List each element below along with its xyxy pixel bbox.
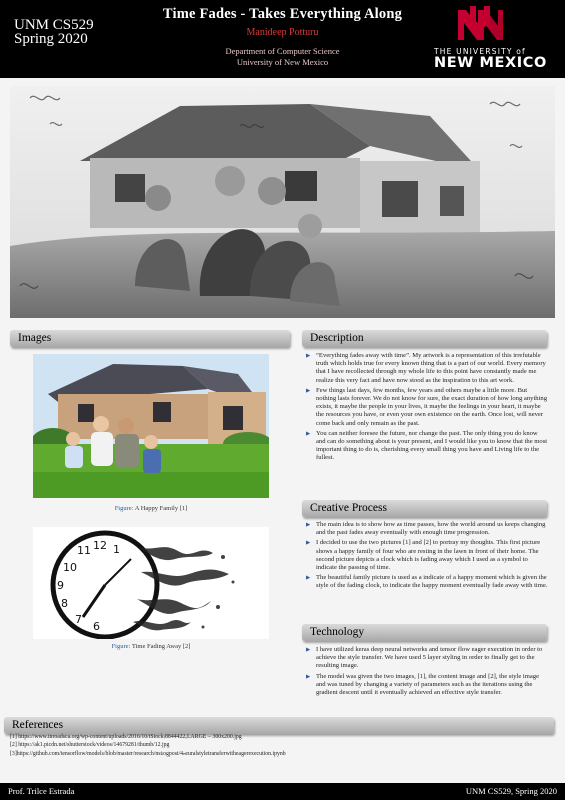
figure-label-2: Figure: bbox=[111, 643, 131, 650]
description-item: ▶ “Everything fades away with time”. My artwork is a representation of this irrefutable truth which holds true for every known thing that is a part of our world. Every memory that I have recollected through my whole life to this point have constantly made me realize this very fact and have now stood as the inspiration to this art work. bbox=[304, 352, 548, 385]
technology-item: ▶ The model was given the two images, [1], the content image and [2], the style image and was tuned by changing a variety of parameters such as the iterations using the gradient descent until it eventually achieved an effective style transfer. bbox=[304, 673, 548, 698]
figure-label-1: Figure: bbox=[114, 505, 134, 512]
fading-clock-photo bbox=[33, 527, 269, 639]
reference-item: [1] https://www.inroadsca.org/wp-content/uploads/2016/10/iStock₍8844422ₓLARGE − 300x200.jpg bbox=[10, 734, 242, 740]
creative-section-header bbox=[302, 500, 547, 517]
svg-text:9: 9 bbox=[57, 579, 64, 592]
references-section-title: References bbox=[12, 719, 64, 731]
technology-section-header bbox=[302, 624, 547, 641]
course-label bbox=[14, 18, 94, 46]
svg-text:8: 8 bbox=[61, 597, 68, 610]
department: Department of Computer Science bbox=[225, 46, 340, 56]
footer-professor: Prof. Trilce Estrada bbox=[8, 786, 75, 796]
reference-item: [3]https://github.com/tensorflow/models/blob/master/research/nstₗogpost/4ₙeuralstyletransferwitheagerexecution.ipynb bbox=[10, 750, 286, 757]
svg-text:10: 10 bbox=[63, 561, 77, 574]
unm-logo-icon bbox=[454, 4, 506, 44]
unm-logo bbox=[428, 4, 558, 74]
references-section-header bbox=[4, 717, 554, 734]
description-item: ▶ You can neither foresee the future, nor change the past. The only thing you do know and can do something about is your present, and I would like you to know that the most important thing to do is, cherishing every small thing you have and Living life to the fullest. bbox=[304, 430, 548, 463]
references-list bbox=[10, 733, 550, 758]
description-section-title: Description bbox=[310, 332, 364, 344]
svg-text:1: 1 bbox=[113, 543, 120, 556]
technology-list bbox=[304, 646, 548, 699]
course-term: Spring 2020 bbox=[14, 31, 88, 47]
course-name: UNM CS529 bbox=[14, 17, 94, 33]
poster-header bbox=[0, 0, 565, 78]
creative-section-title: Creative Process bbox=[310, 502, 387, 514]
figure-caption-2 bbox=[33, 643, 269, 650]
technology-item: ▶ I have utilized keras deep neural networks and tensor flow eager execution in order to achieve the style transfer. We have used 5 layer styling in order to finally get to the resulting image. bbox=[304, 646, 548, 671]
university: University of New Mexico bbox=[236, 57, 329, 67]
description-item: ▶ Few things last days, few months, few years and others maybe a little more. But nothing lasts forever. We do not know for sure, the exact duration of how long anything exists, it maybe the people in your lives, it maybe the feelings in your heart, it maybe the resources you have, or even your own existence on the earth. Once lost, will never come back and only remain as the past. bbox=[304, 387, 548, 428]
svg-text:11: 11 bbox=[77, 544, 91, 557]
svg-text:6: 6 bbox=[93, 620, 100, 633]
figure-text-2: Time Fading Away [2] bbox=[131, 643, 191, 650]
fading-clock-image bbox=[33, 527, 269, 639]
technology-section-title: Technology bbox=[310, 626, 365, 638]
svg-text:12: 12 bbox=[93, 539, 107, 552]
creative-list bbox=[304, 521, 548, 593]
unm-wordmark-line1: THE UNIVERSITY of bbox=[434, 47, 526, 56]
images-section-header bbox=[10, 330, 290, 347]
svg-text:7: 7 bbox=[75, 613, 82, 626]
creative-item: ▶ I decided to use the two pictures [1] and [2] to portray my thoughts. This first picture shows a happy family of four who are resting in the lawn in front of their home. The second picture depicts a clock which is fading away which I used as a symbol to indicate the passing of time. bbox=[304, 539, 548, 572]
description-section-header bbox=[302, 330, 547, 347]
description-list bbox=[304, 352, 548, 465]
title-block bbox=[150, 6, 415, 68]
creative-item: ▶ The beautiful family picture is used as a indicate of a happy moment which is given the style of the fading clock, to indicate the happy moment eventually fade away with time. bbox=[304, 574, 548, 590]
figure-text-1: A Happy Family [1] bbox=[134, 505, 188, 512]
happy-family-image bbox=[33, 354, 269, 498]
images-section-title: Images bbox=[18, 332, 52, 344]
footer-course: UNM CS529, Spring 2020 bbox=[465, 786, 557, 796]
poster-title: Time Fades - Takes Everything Along bbox=[162, 6, 403, 22]
hero-stylized-image bbox=[10, 86, 555, 318]
reference-item: [2] https://ak1.picdn.net/shutterstock/videos/14679281/thumb/12.jpg bbox=[10, 742, 170, 749]
affiliation bbox=[150, 46, 415, 68]
author-name: Manideep Potturu bbox=[246, 27, 319, 38]
figure-caption-1 bbox=[33, 505, 269, 512]
unm-wordmark bbox=[434, 47, 558, 70]
creative-item: ▶ The main idea is to show how as time passes, how the world around us keeps changing and the past fades away eventually with enough time progression. bbox=[304, 521, 548, 537]
stylized-family-house-image bbox=[10, 86, 555, 318]
happy-family-photo bbox=[33, 354, 269, 498]
unm-wordmark-line2: NEW MEXICO bbox=[434, 55, 547, 71]
poster-footer bbox=[0, 783, 565, 800]
